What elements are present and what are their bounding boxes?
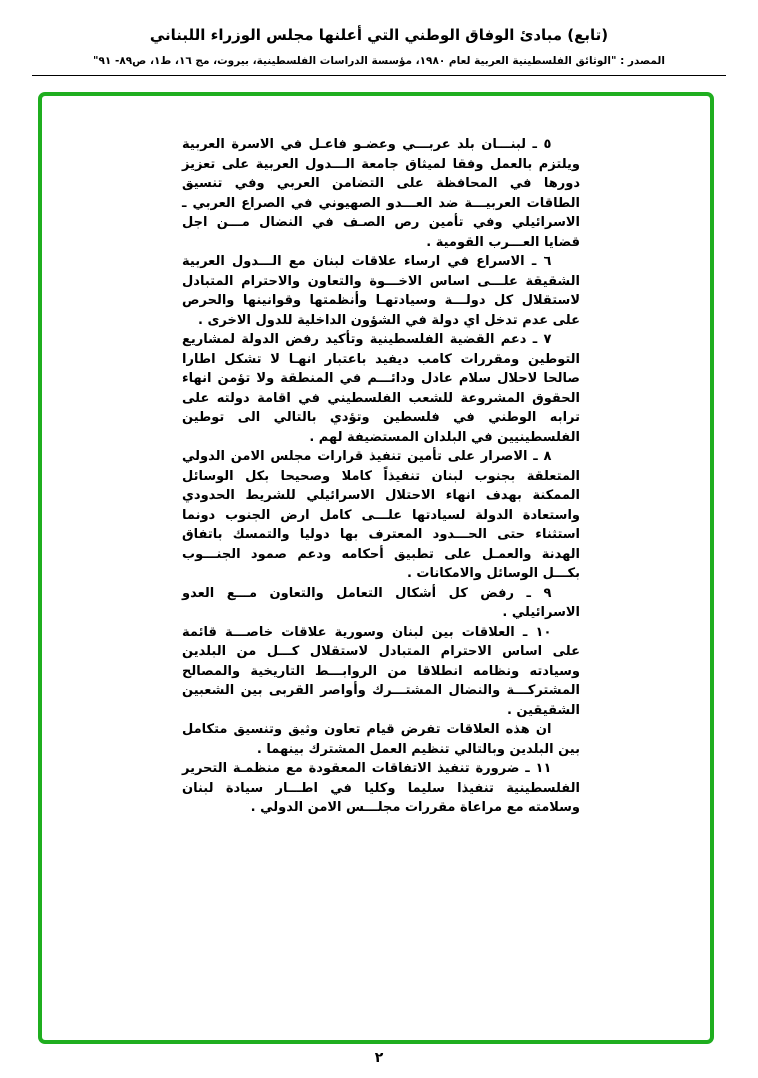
paragraph-7: ٧ ـ دعم القضية الفلسطينية وتأكيد رفض الدولة لمشاريع التوطين ومقررات كامب ديفيد باعتبار انهـا لا تشكل اطارا صالحا لاحلال سلام عادل ودائـــم في المنطقة ولا تؤمن انهاء الحقوق المشروعة للشعب الفلسطيني في اقامة دولته على ترابه الوطني في فلسطين وتؤدي بالتالي الى توطين الفلسطينيين في البلدان المستضيفة لهم . — [182, 332, 580, 445]
source-citation: المصدر : "الوثائق الفلسطينية العربية لعام ١٩٨٠، مؤسسة الدراسات الفلسطينية، بيروت، مج ١٦، ط١، ص٨٩- ٩١" — [93, 55, 665, 67]
paragraph-11: ١١ ـ ضرورة تنفيذ الاتفاقات المعقودة مع منظمـة التحرير الفلسطينية تنفيذا سليما وكليا في اطـــار سيادة لبنان وسلامته مع مراعاة مقررات مجلـــس الامن الدولي . — [182, 761, 580, 815]
paragraph-10-continued: ان هذه العلاقات تفرض قيام تعاون وثيق وتنسيق متكامل بين البلدين وبالتالي تنظيم العمل المشترك بينهما . — [182, 722, 580, 757]
paragraph-9: ٩ ـ رفض كل أشكال التعامل والتعاون مـــع العدو الاسرائيلي . — [182, 585, 580, 620]
paragraph-5: ٥ ـ لبنـــان بلد عربـــي وعضـو فاعـل في الاسرة العربية ويلتزم بالعمل وفقا لميثاق جامعة الـــدول العربية على تعزيز دورها في المحافظة على التضامن العربي وفي تنسيق الطاقات العربيـــة ضد العـــدو الصهيوني في الصراع العربي ـ الاسرائيلي وفي تأمين رص الصـف في النضال مـــن اجل قضايا العـــرب القومية . — [182, 137, 580, 250]
body-text — [182, 135, 580, 818]
paragraph-6: ٦ ـ الاسراع في ارساء علاقات لبنان مع الـــدول العربية الشقيقة علـــى اساس الاخـــوة والتعاون والاحترام المتبادل لاستقلال كل دولـــة وسيادتهـا وأنظمتها وقوانينها والحرص على عدم تدخل اي دولة في الشؤون الداخلية للدول الاخرى . — [182, 254, 580, 328]
page-title: (تابع) مبادئ الوفاق الوطني التي أعلنها مجلس الوزراء اللبناني — [149, 26, 609, 44]
paragraph-8: ٨ ـ الاصرار على تأمين تنفيذ قرارات مجلس الامن الدولي المتعلقة بجنوب لبنان تنفيذاً كاملا وصحيحا بكل الوسائل الممكنة بهدف انهاء الاحتلال الاسرائيلي للشريط الحدودي واستعادة الدولة لسيادتها علـــى كامل ارض الجنوب دونما استثناء حتى الحـــدود المعترف بها دوليا والتمسك باتفاق الهدنة والعمـل على تطبيق أحكامه ودعم صمود الجنـــوب بكـــل الوسائل والامكانات . — [182, 449, 580, 581]
header-divider — [32, 75, 726, 76]
page-number: ٢ — [374, 1050, 384, 1066]
paragraph-10: ١٠ ـ العلاقات بين لبنان وسورية علاقات خاصـــة قائمة على اساس الاحترام المتبادل لاستقلال كـــل من البلدين وسيادته ونظامه انطلاقا من الروابـــط التاريخية والمصالح المشتركـــة والنضال المشتـــرك وأواصر القربى بين الشعبين الشقيقين . — [182, 624, 580, 718]
